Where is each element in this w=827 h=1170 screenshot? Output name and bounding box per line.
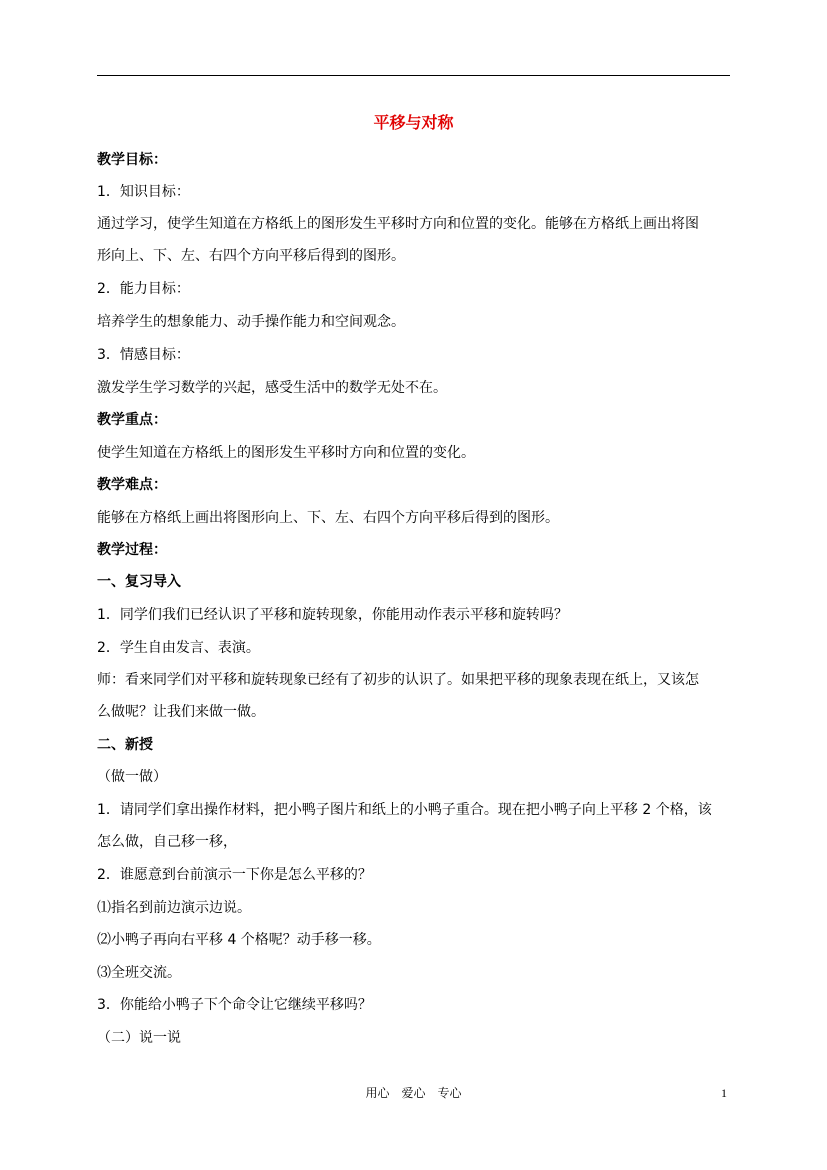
body-line: （做一做） <box>97 769 167 785</box>
section-heading-difficulties: 教学难点： <box>97 477 167 493</box>
document-title: 平移与对称 <box>373 113 454 132</box>
body-line: ⑶全班交流。 <box>97 965 181 981</box>
body-line: 1．请同学们拿出操作材料，把小鸭子图片和纸上的小鸭子重合。现在把小鸭子向上平移 2 个格，该 <box>97 802 712 818</box>
body-line: 1．同学们我们已经认识了平移和旋转现象，你能用动作表示平移和旋转吗？ <box>97 607 568 623</box>
body-line: 3．情感目标： <box>97 347 190 363</box>
body-line: 么做呢？让我们来做一做。 <box>97 704 265 720</box>
body-line: 激发学生学习数学的兴起，感受生活中的数学无处不在。 <box>97 380 447 396</box>
section-heading-review: 一、复习导入 <box>97 574 181 590</box>
section-heading-new-lesson: 二、新授 <box>97 737 153 753</box>
section-heading-process: 教学过程： <box>97 542 167 558</box>
footer-motto: 用心 爱心 专心 <box>365 1086 462 1100</box>
body-line: 通过学习，使学生知道在方格纸上的图形发生平移时方向和位置的变化。能够在方格纸上画出将图 <box>97 216 699 232</box>
body-line: 能够在方格纸上画出将图形向上、下、左、右四个方向平移后得到的图形。 <box>97 510 559 526</box>
section-heading-key-points: 教学重点： <box>97 412 167 428</box>
body-line: 2．学生自由发言、表演。 <box>97 640 260 656</box>
body-line: 使学生知道在方格纸上的图形发生平移时方向和位置的变化。 <box>97 445 475 461</box>
body-line: 2．能力目标： <box>97 281 190 297</box>
body-line: 培养学生的想象能力、动手操作能力和空间观念。 <box>97 314 405 330</box>
body-line: （二）说一说 <box>97 1030 181 1046</box>
body-line: ⑵小鸭子再向右平移 4 个格呢？动手移一移。 <box>97 932 381 948</box>
body-line: ⑴指名到前边演示边说。 <box>97 900 251 916</box>
header-rule <box>97 75 730 76</box>
body-line: 怎么做，自己移一移， <box>97 834 237 850</box>
body-line: 师：看来同学们对平移和旋转现象已经有了初步的认识了。如果把平移的现象表现在纸上，又该怎 <box>97 672 699 688</box>
section-heading-objectives: 教学目标： <box>97 152 167 168</box>
page-number: 1 <box>721 1086 727 1100</box>
body-line: 1．知识目标： <box>97 184 190 200</box>
body-line: 3．你能给小鸭子下个命令让它继续平移吗？ <box>97 997 372 1013</box>
body-line: 形向上、下、左、右四个方向平移后得到的图形。 <box>97 248 405 264</box>
body-line: 2．谁愿意到台前演示一下你是怎么平移的？ <box>97 867 372 883</box>
